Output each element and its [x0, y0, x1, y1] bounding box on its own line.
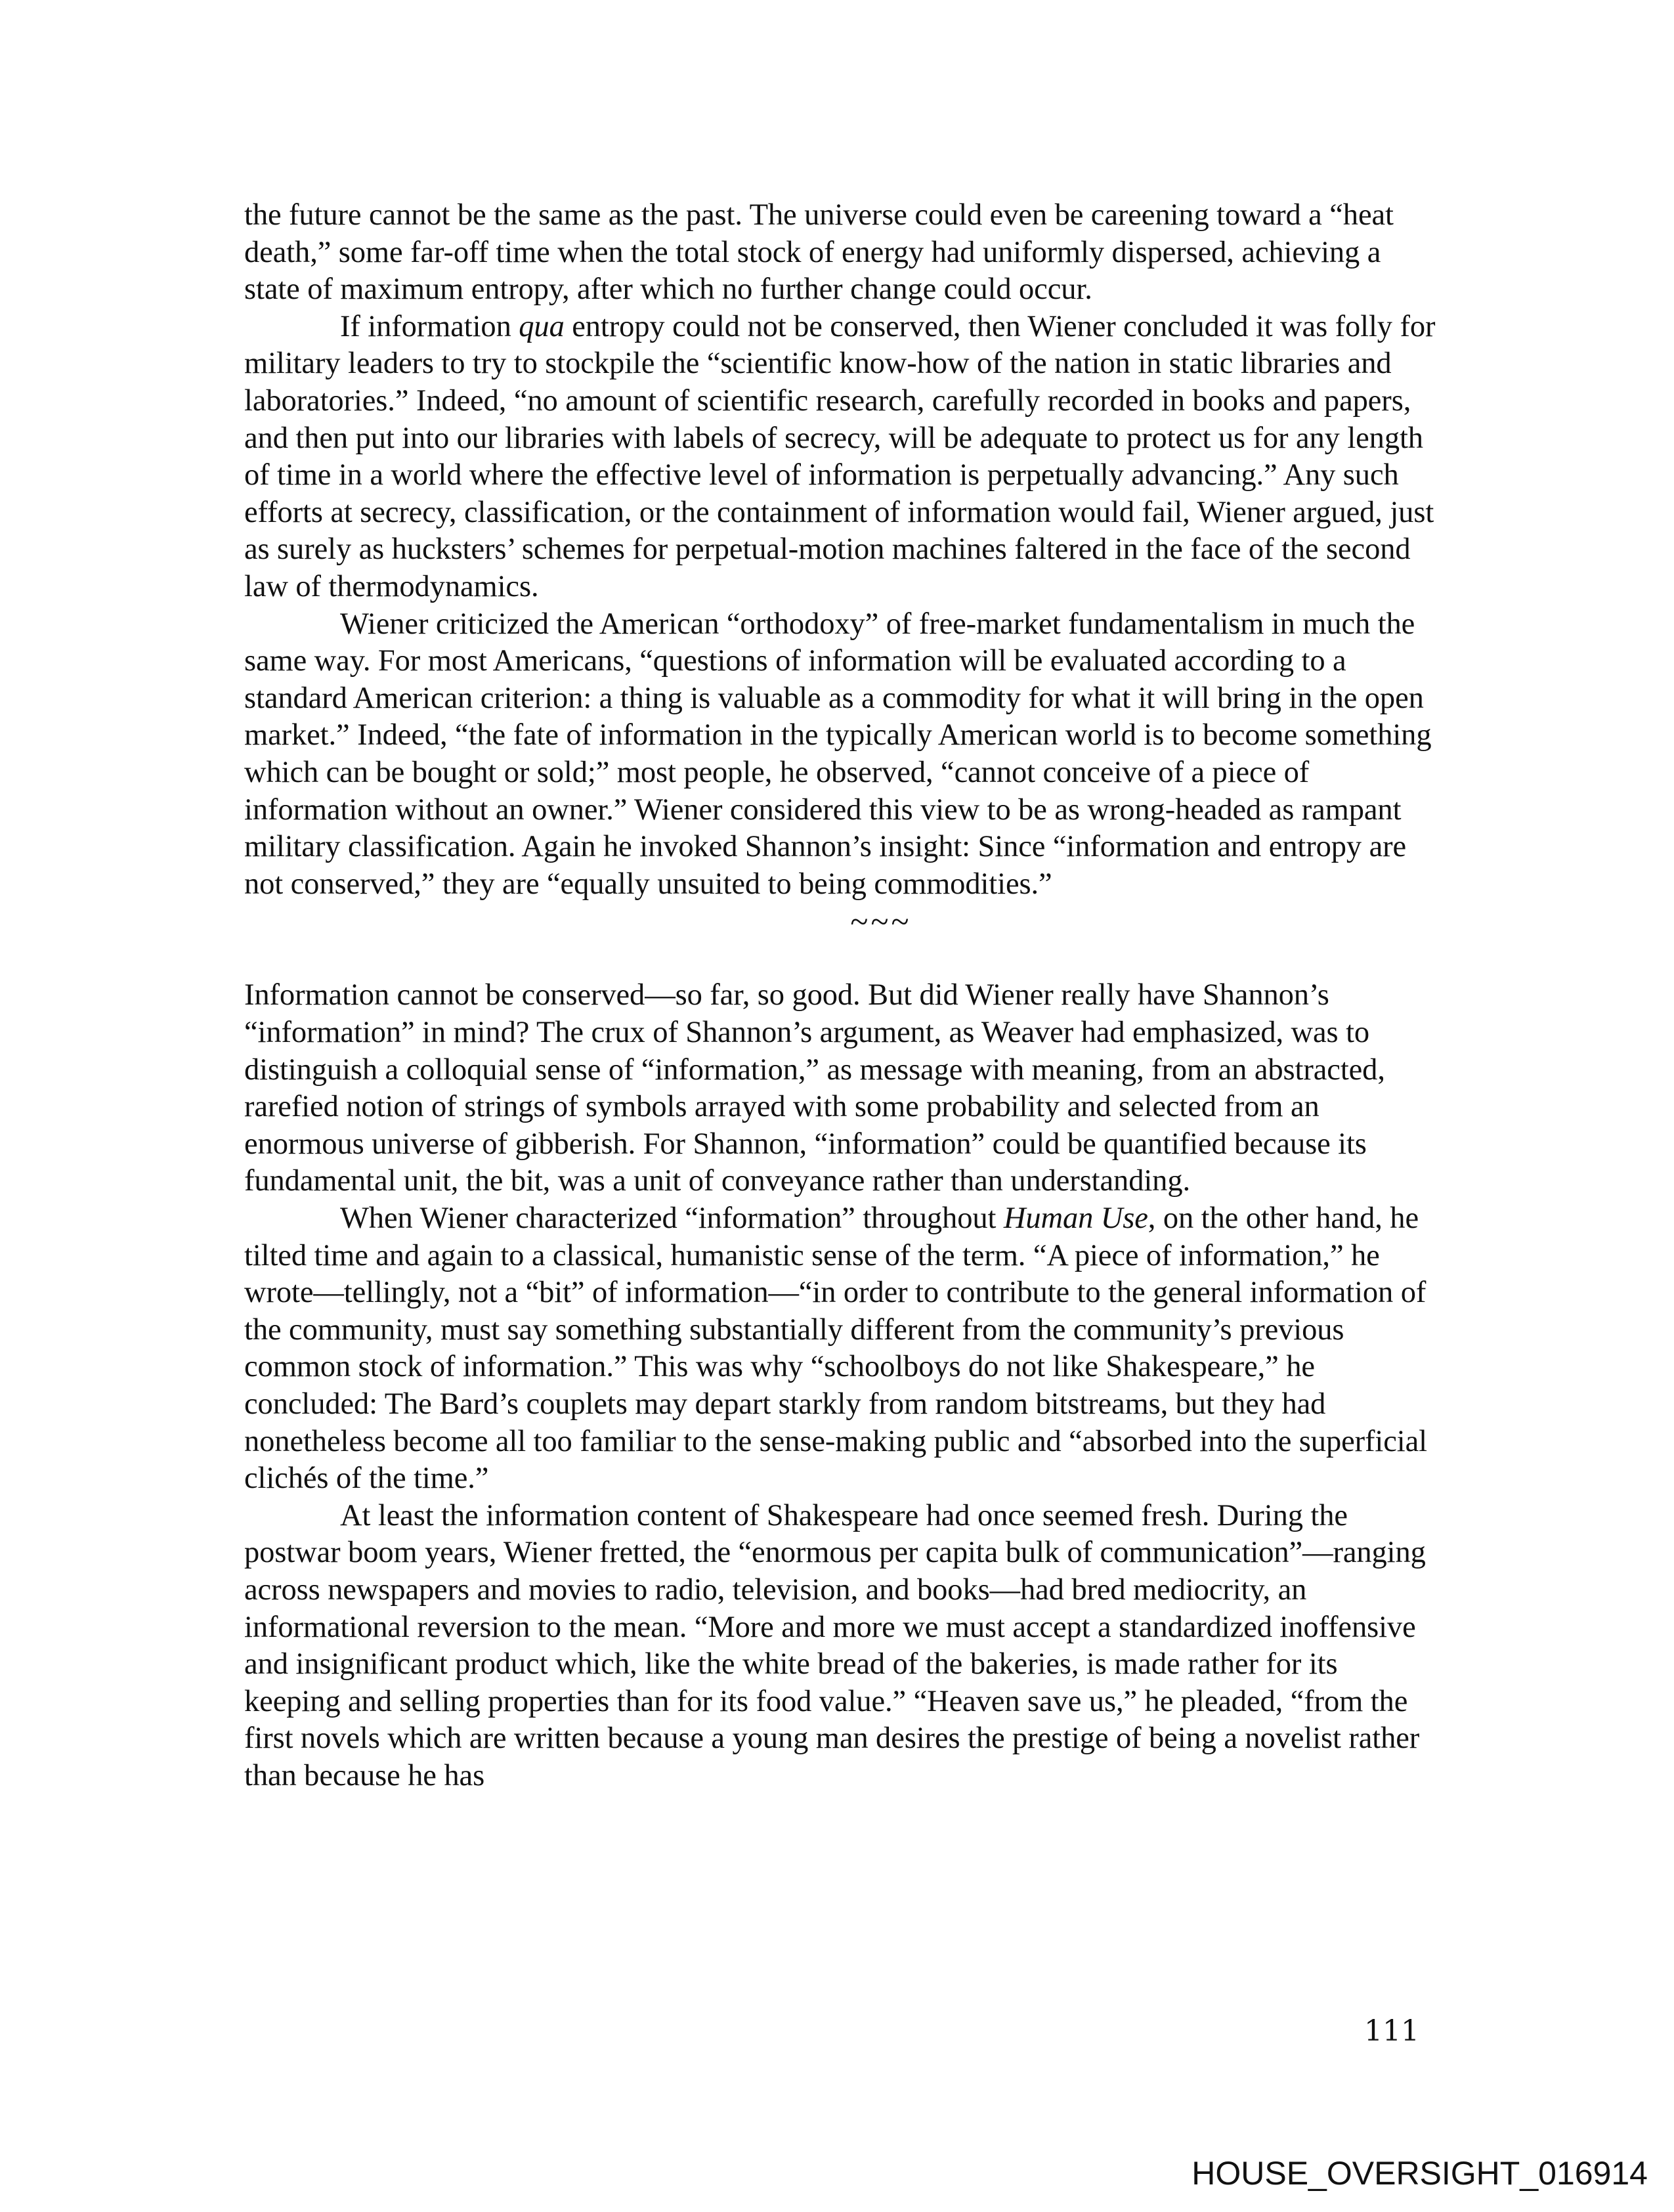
body-paragraph — [244, 606, 1439, 903]
italic-text-segment: Human Use — [1003, 1202, 1148, 1236]
text-segment: Wiener criticized the American “orthodoxy” of free-market fundamentalism in much the same way. For most Americans, “questions of information will be evaluated according to a standard American criterion: a thing is valuable as a commodity for what it will bring in the open market.” Indeed, “the fate of information in the typically American world is to become something which can be bought or sold;” most people, he observed, “cannot conceive of a piece of information without an owner.” Wiener considered this view to be as wrong-headed as rampant military classification. Again he invoked Shannon’s insight: Since “information and entropy are not conserved,” they are “equally unsuited to being commodities.” — [244, 607, 1432, 901]
paragraphs-after-break — [244, 977, 1439, 1794]
text-segment: entropy could not be conserved, then Wiener concluded it was folly for military leaders to try to stockpile the “scientific know-how of the nation in static libraries and laboratories.” Indeed, “no amount of scientific research, carefully recorded in books and papers, and then put into our libraries with labels of secrecy, will be adequate to protect us for any length of time in a world where the effective level of information is perpetually advancing.” Any such efforts at secrecy, classification, or the containment of information would fail, Wiener argued, just as surely as hucksters’ schemes for perpetual-motion machines faltered in the face of the second law of thermodynamics. — [244, 309, 1436, 603]
bates-stamp: HOUSE_OVERSIGHT_016914 — [1191, 2155, 1648, 2192]
body-paragraph — [244, 977, 1439, 1200]
text-segment: At least the information content of Shakespeare had once seemed fresh. During the postwar boom years, Wiener fretted, the “enormous per capita bulk of communication”—ranging across newspapers and movies to radio, television, and books—had bred mediocrity, an informational reversion to the mean. “More and more we must accept a standardized inoffensive and insignificant product which, like the white bread of the bakeries, is made rather for its keeping and selling properties than for its food value.” “Heaven save us,” he pleaded, “from the first novels which are written because a young man desires the prestige of being a novelist rather than because he has — [244, 1498, 1426, 1792]
body-paragraph — [244, 309, 1439, 606]
body-paragraph — [244, 1498, 1439, 1795]
text-segment: , on the other hand, he tilted time and again to a classical, humanistic sense of the term. “A piece of information,” he wrote—tellingly, not a “bit” of information—“in order to contribute to the general information of the community, must say something substantially different from the community’s previous common stock of information.” This was why “schoolboys do not like Shakespeare,” he concluded: The Bard’s couplets may depart starkly from random bitstreams, but they had nonetheless become all too familiar to the sense-making public and “absorbed into the superficial clichés of the time.” — [244, 1202, 1427, 1496]
text-segment: the future cannot be the same as the past. The universe could even be careening toward a “heat death,” some far-off time when the total stock of energy had uniformly dispersed, achieving a state of maximum entropy, after which no further change could occur. — [244, 198, 1394, 307]
section-break-divider: ~~~ — [850, 903, 912, 940]
body-paragraph — [244, 197, 1439, 309]
text-segment: Information cannot be conserved—so far, so good. But did Wiener really have Shannon’s “information” in mind? The crux of Shannon’s argument, as Weaver had emphasized, was to distinguish a colloquial sense of “information,” as message with meaning, from an abstracted, rarefied notion of strings of symbols arrayed with some probability and selected from an enormous universe of gibberish. For Shannon, “information” could be quantified because its fundamental unit, the bit, was a unit of conveyance rather than understanding. — [244, 978, 1385, 1198]
body-paragraph — [244, 1200, 1439, 1498]
page-number: 111 — [1364, 2014, 1419, 2048]
paragraphs-before-break — [244, 197, 1439, 903]
text-segment: When Wiener characterized “information” throughout — [340, 1202, 1004, 1236]
page-body-text — [244, 197, 1439, 1795]
text-segment: If information — [340, 309, 519, 343]
italic-text-segment: qua — [519, 309, 565, 343]
